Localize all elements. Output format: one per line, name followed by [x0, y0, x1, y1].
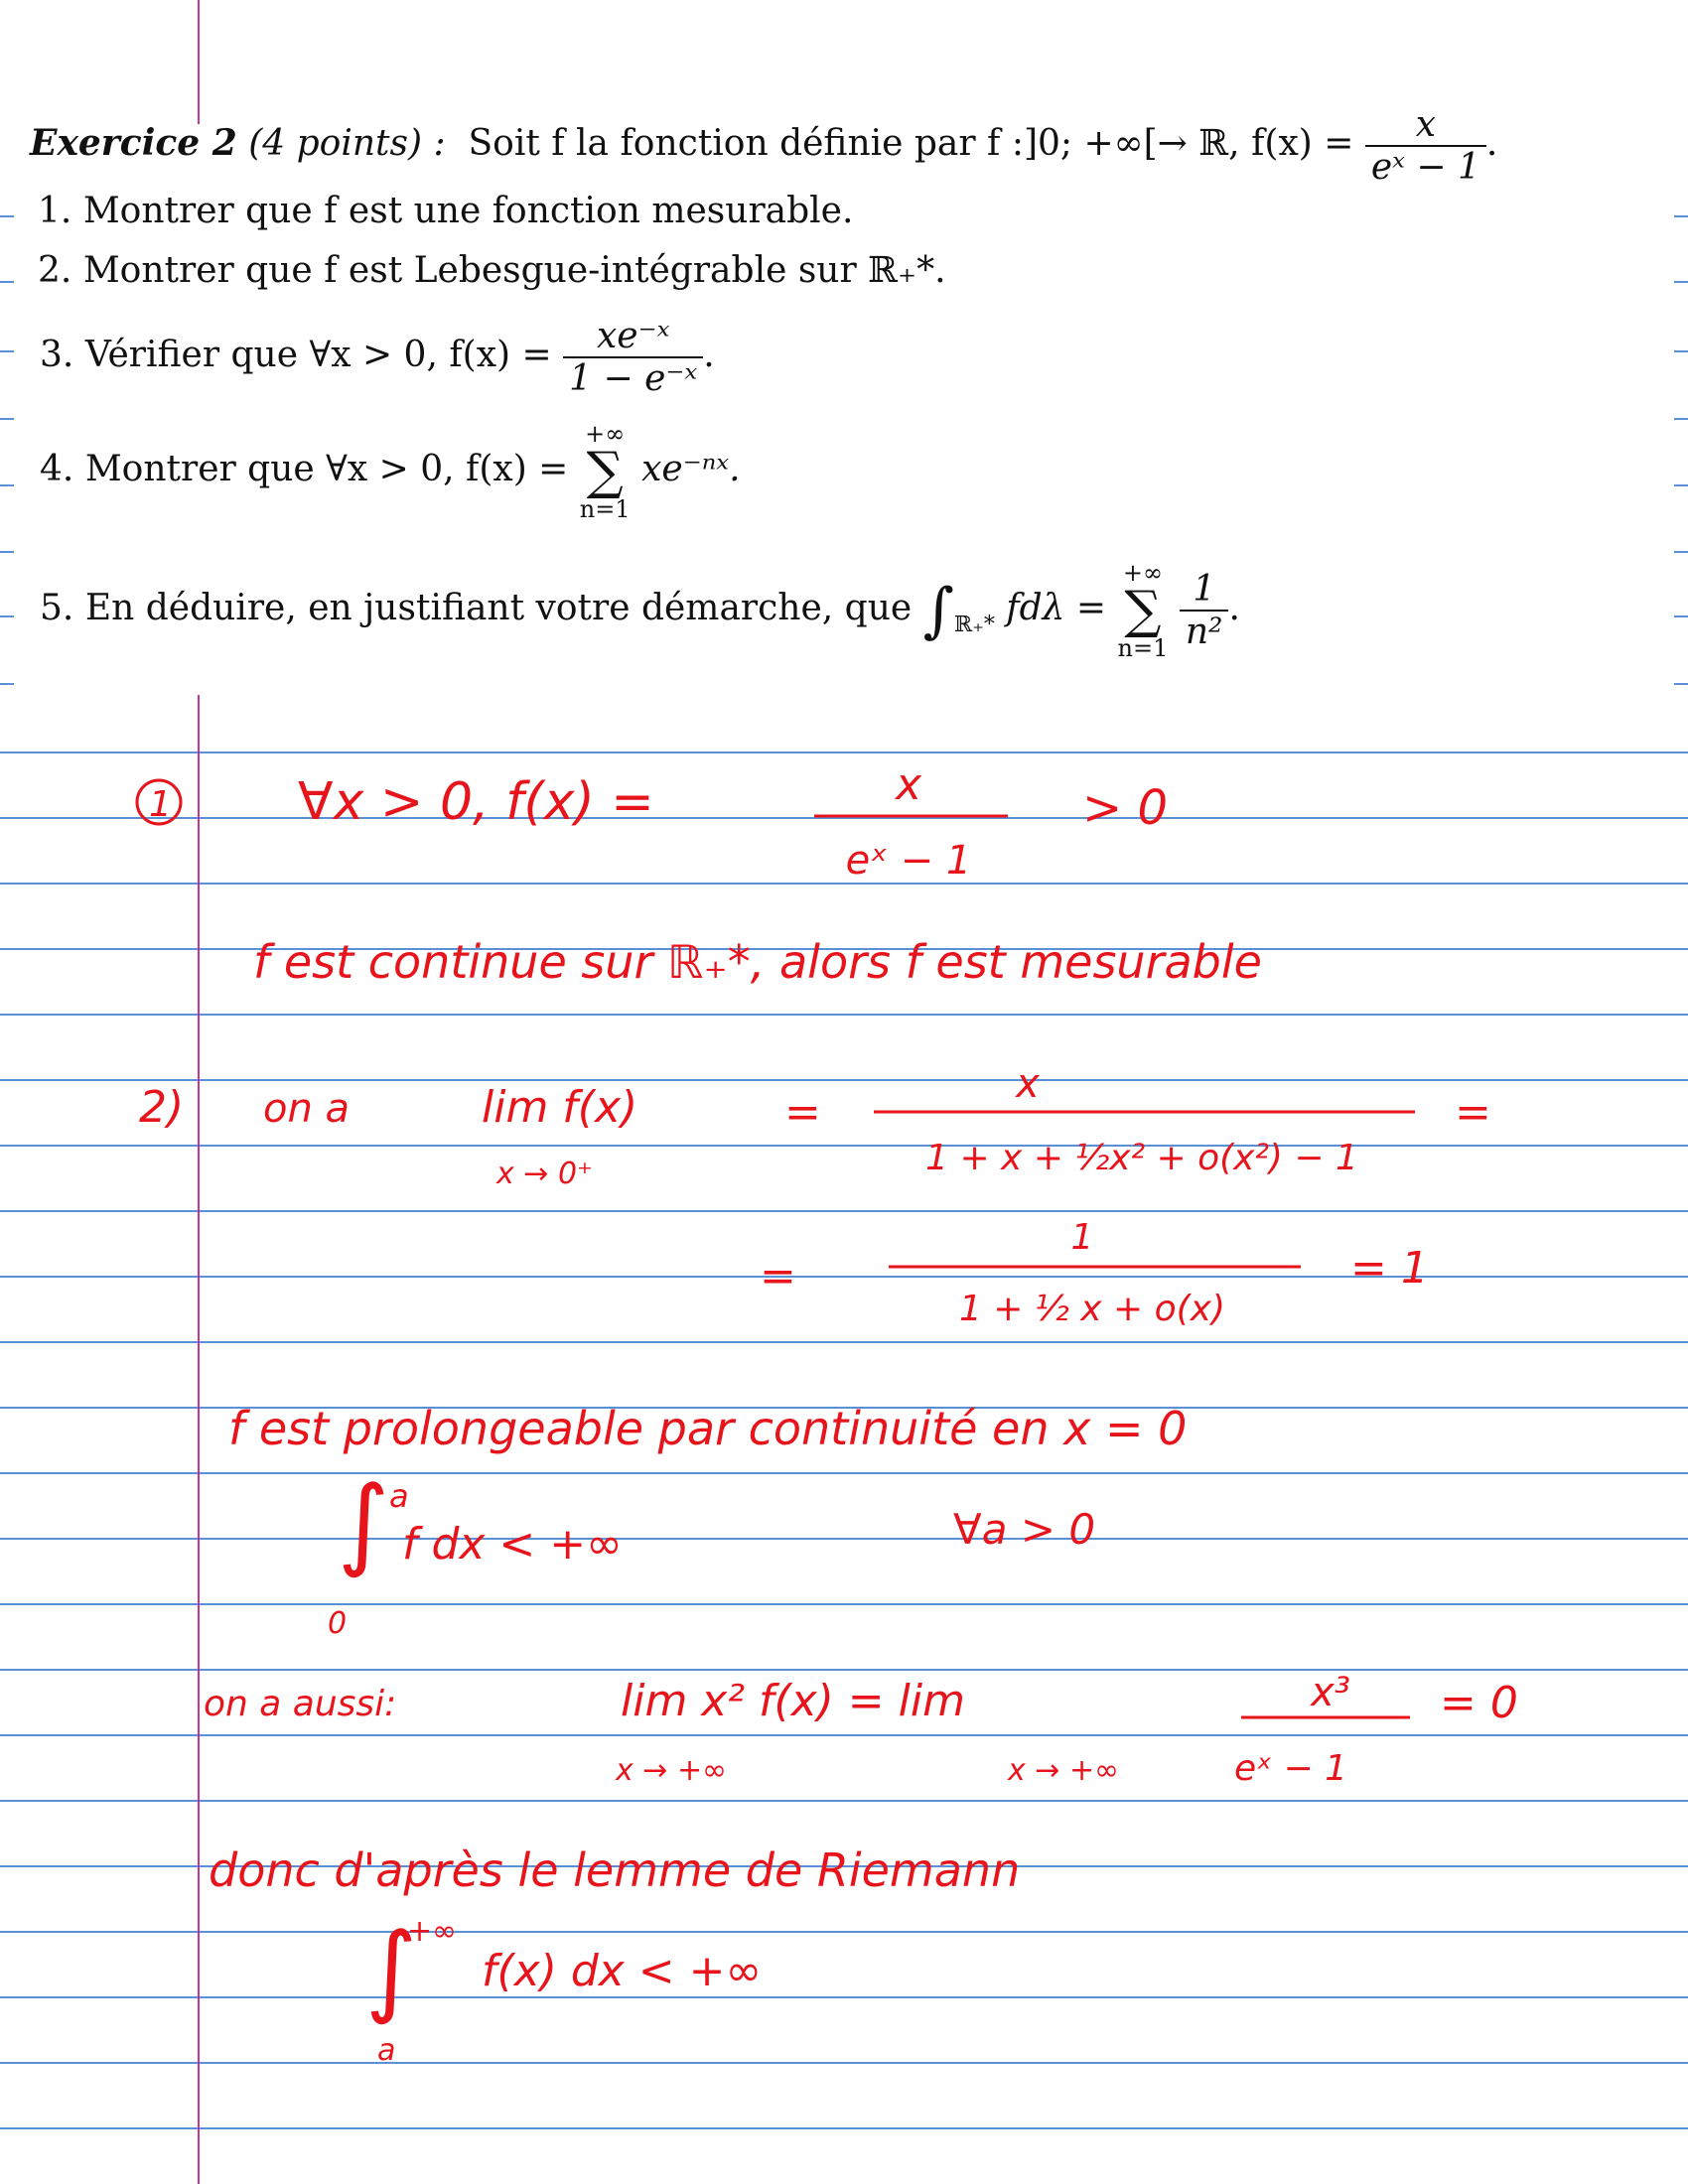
question-text: En déduire, en justifiant votre démarche, que: [84, 588, 913, 628]
fraction-numerator: 1: [1193, 569, 1216, 610]
q2-lim2-sub1: x → +∞: [616, 1753, 728, 1788]
q2-riemann: donc d'après le lemme de Riemann: [209, 1843, 1021, 1897]
integrand: fdλ =: [1006, 588, 1107, 628]
q2-result: = 1: [1350, 1243, 1429, 1294]
exercise-points: (4 points) :: [248, 123, 446, 164]
sum-upper-limit: +∞: [585, 420, 626, 448]
q2-integral2-top: +∞: [407, 1914, 458, 1949]
q2-ona: on a: [263, 1086, 351, 1132]
q2-frac1-num: x: [1016, 1061, 1040, 1107]
q2-frac2-den: 1 + ½ x + o(x): [958, 1289, 1226, 1329]
question-number: 1.: [38, 191, 72, 231]
question-number: 5.: [40, 588, 74, 628]
fraction-numerator: x: [1415, 104, 1437, 145]
q2-eq2: =: [1455, 1087, 1491, 1138]
q1-line2: f est continue sur ℝ₊*, alors f est mesurable: [253, 935, 1262, 989]
exercise-statement: Soit f la fonction définie par f :]0; +∞[→ ℝ, f(x) =: [468, 123, 1354, 164]
integral-sign: ∫: [922, 576, 954, 645]
sum-lower-limit: n=1: [1117, 634, 1169, 662]
q2-lim2-sub2: x → +∞: [1008, 1753, 1120, 1788]
fraction-denominator: 1 − e⁻ˣ: [563, 356, 703, 399]
q2-frac1-den: 1 + x + ½x² + o(x²) − 1: [925, 1138, 1358, 1178]
question-text: Vérifier que ∀x > 0, f(x) =: [84, 335, 552, 375]
question-number: 2.: [38, 250, 72, 291]
q1-label: 1: [149, 784, 172, 825]
fraction-numerator: xe⁻ˣ: [596, 316, 670, 356]
q1-line1: ∀x > 0, f(x) =: [298, 772, 654, 832]
q2-integral-body: f dx < +∞: [402, 1519, 623, 1570]
fraction-denominator: n²: [1180, 610, 1229, 652]
question-number: 4.: [40, 449, 74, 489]
q2-zero: = 0: [1440, 1678, 1518, 1728]
q2-integral-top: a: [389, 1477, 409, 1515]
q1-frac-num: x: [895, 759, 922, 810]
q1-frac-den: eˣ − 1: [845, 838, 972, 884]
q2-integral2-body: f(x) dx < +∞: [482, 1946, 763, 1996]
question-text: Montrer que ∀x > 0, f(x) =: [84, 449, 569, 489]
exercise-title: Exercice 2: [30, 122, 237, 164]
q2-integral-sign: ∫: [338, 1464, 390, 1580]
q2-frac3-den: eˣ − 1: [1233, 1748, 1348, 1789]
q2-aussi: on a aussi:: [204, 1684, 397, 1724]
sum-body: xe⁻ⁿˣ.: [641, 449, 741, 489]
q2-lim: lim f(x): [482, 1082, 638, 1133]
q1-gt: > 0: [1082, 780, 1169, 836]
exercise-header: Exercice 2 (4 points) : Soit f la fonction définie par f :]0; +∞[→ ℝ, f(x) = $\frac{x}{\text{eˣ − 1}}$ .: [30, 104, 1498, 188]
q2-integral2-sign: ∫: [365, 1911, 418, 2027]
question-text: Montrer que f est une fonction mesurable.: [82, 191, 854, 231]
q2-frac2-num: 1: [1070, 1217, 1094, 1258]
question-number: 3.: [40, 335, 74, 375]
q2-lim2: lim x² f(x) = lim: [621, 1676, 965, 1726]
q2-prolong: f est prolongeable par continuité en x = 0: [228, 1402, 1188, 1455]
sigma-symbol: ∑: [586, 442, 624, 501]
q2-lim-sub: x → 0⁺: [496, 1157, 593, 1191]
sum-lower-limit: n=1: [579, 495, 631, 523]
question-5: 5. En déduire, en justifiant votre démarche, que $\int_{ℝ_+*}$ fdλ = +∞ ∑ n=1 $\frac{1}{\text{n²}}$ .: [40, 559, 1240, 662]
q2-label: 2): [139, 1082, 185, 1133]
sigma-symbol: ∑: [1124, 581, 1162, 640]
q2-eq1: =: [784, 1087, 821, 1138]
q2-forall: ∀a > 0: [953, 1505, 1096, 1554]
q2-integral2-bottom: a: [377, 2033, 396, 2068]
q2-integral-bottom: 0: [328, 1606, 348, 1641]
q2-eq3: =: [760, 1251, 796, 1301]
integral-domain: ℝ₊*: [953, 613, 995, 637]
question-text: Montrer que f est Lebesgue-intégrable sur ℝ₊*.: [82, 250, 946, 291]
fraction-denominator: eˣ − 1: [1365, 145, 1486, 188]
q2-frac3-num: x³: [1311, 1670, 1350, 1715]
question-3: 3. Vérifier que ∀x > 0, f(x) = $\frac{\text{xe⁻ˣ}}{\text{1 − e⁻ˣ}}$ .: [40, 316, 715, 399]
sum-upper-limit: +∞: [1122, 559, 1163, 587]
